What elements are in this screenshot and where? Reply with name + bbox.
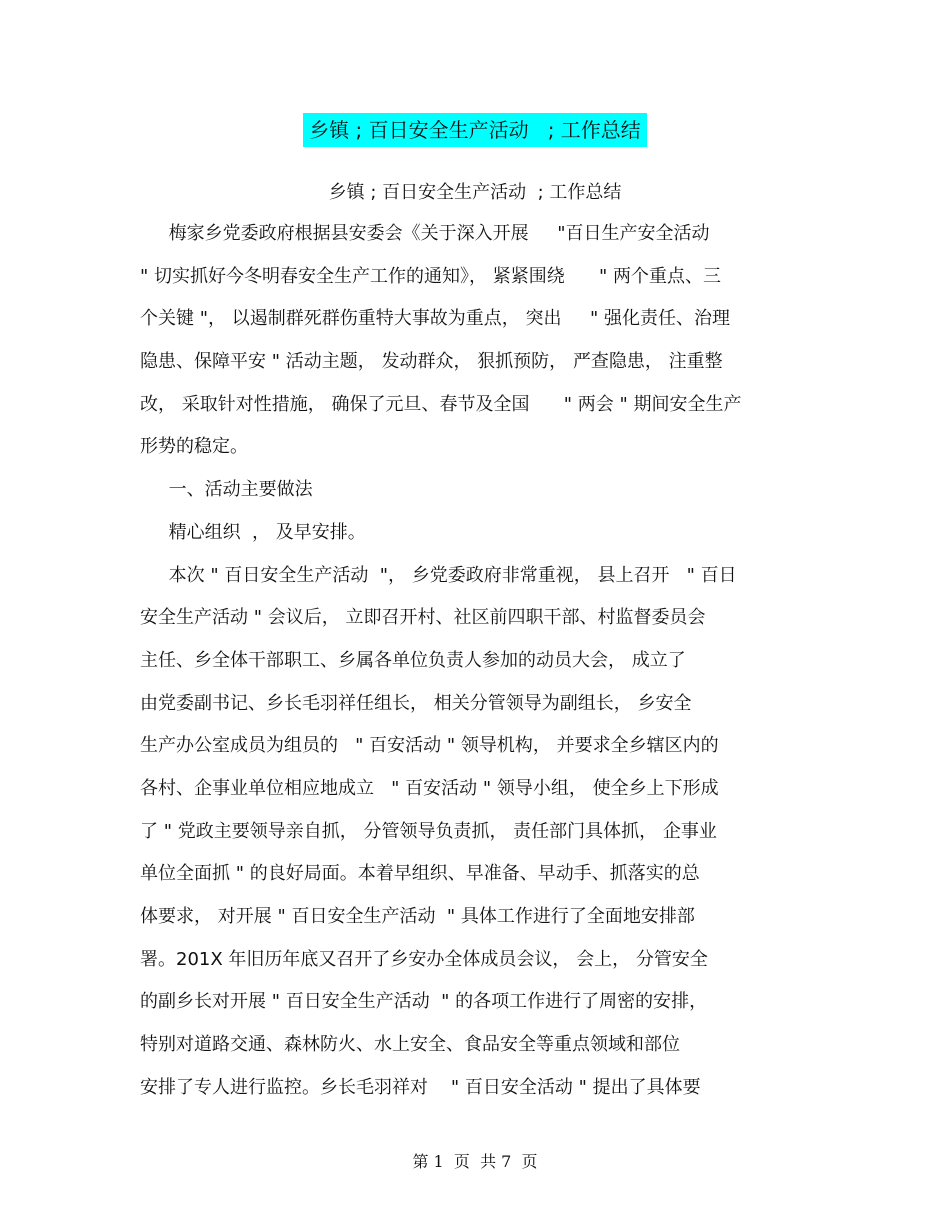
body-line: 梅家乡党委政府根据县安委会《关于深入开展 "百日生产安全活动 xyxy=(140,223,710,244)
body-line: 安排了专人进行监控。乡长毛羽祥对 " 百日安全活动 " 提出了具体要 xyxy=(140,1076,701,1098)
body-line: 主任、乡全体干部职工、乡属各单位负责人参加的动员大会， 成立了 xyxy=(140,649,686,671)
body-line: 本次 " 百日安全生产活动 "， 乡党委政府非常重视， 县上召开 " 百日 xyxy=(140,564,737,586)
section-heading: 一、活动主要做法 xyxy=(140,479,313,501)
page-number-footer: 第 1 页 共 7 页 xyxy=(412,1152,538,1171)
document-title: 乡镇 ; 百日安全生产活动 ; 工作总结 xyxy=(303,113,647,147)
body-line: 生产办公室成员为组员的 " 百安活动 " 领导机构， 并要求全乡辖区内的 xyxy=(140,735,719,757)
subsection-heading: 精心组织 ， 及早安排。 xyxy=(140,521,366,543)
body-line: 个关键 "， 以遏制群死群伤重特大事故为重点， 突出 " 强化责任、治理 xyxy=(140,308,731,330)
body-line: 单位全面抓 " 的良好局面。本着早组织、早准备、早动手、抓落实的总 xyxy=(140,863,700,885)
body-line: 安全生产活动 " 会议后， 立即召开村、社区前四职干部、村监督委员会 xyxy=(140,607,706,629)
body-line: 隐患、保障平安 " 活动主题， 发动群众， 狠抓预防， 严查隐患， 注重整 xyxy=(140,351,723,373)
body-line: 体要求， 对开展 " 百日安全生产活动 " 具体工作进行了全面地安排部 xyxy=(140,906,695,927)
body-line: 形势的稳定。 xyxy=(140,436,248,458)
body-line: 署。201X 年旧历年底又召开了乡安办全体成员会议， 会上， 分管安全 xyxy=(140,948,708,970)
body-line: 特别对道路交通、森林防火、水上安全、食品安全等重点领域和部位 xyxy=(140,1034,680,1056)
document-subtitle: 乡镇 ; 百日安全生产活动 ; 工作总结 xyxy=(328,182,622,203)
document-body xyxy=(140,219,820,1115)
body-line: 由党委副书记、乡长毛羽祥任组长， 相关分管领导为副组长， 乡安全 xyxy=(140,692,692,714)
body-line: " 切实抓好今冬明春安全生产工作的通知》， 紧紧围绕 " 两个重点、三 xyxy=(140,265,722,287)
body-line: 了 " 党政主要领导亲自抓， 分管领导负责抓， 责任部门具体抓， 企事业 xyxy=(140,820,717,842)
body-line: 各村、企事业单位相应地成立 " 百安活动 " 领导小组， 使全乡上下形成 xyxy=(140,777,719,799)
body-line: 改， 采取针对性措施， 确保了元旦、春节及全国 " 两会 " 期间安全生产 xyxy=(140,393,742,415)
title-container xyxy=(0,113,950,147)
body-line: 的副乡长对开展 " 百日安全生产活动 " 的各项工作进行了周密的安排， xyxy=(140,991,708,1013)
